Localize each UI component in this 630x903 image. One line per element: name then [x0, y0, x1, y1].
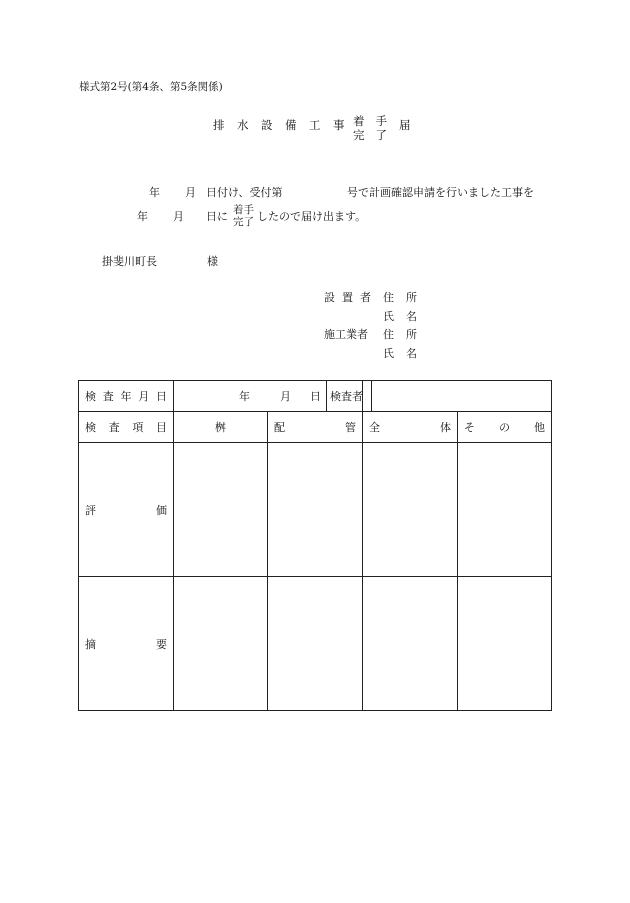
installer-label-char: 設 — [324, 291, 335, 304]
address-label-char: 所 — [406, 291, 417, 304]
year-label: 年 — [149, 186, 160, 199]
body-line-1-tail: 号で計画確認申請を行いました工事を — [347, 186, 534, 199]
title-char: 工 — [309, 118, 321, 132]
month-label: 月 — [173, 210, 184, 223]
title-stack-char: 完 — [353, 128, 365, 142]
column-header-catch-basin: 桝 — [174, 412, 268, 443]
title-suffix: 届 — [399, 118, 411, 132]
name-label-char: 氏 — [383, 347, 394, 360]
stack-start: 着手 — [233, 204, 254, 216]
day-receipt-text: 日付け、受付第 — [206, 186, 283, 199]
addressee-name: 掛斐川町長 — [102, 255, 157, 268]
evaluation-label-cell — [79, 443, 174, 577]
summary-other-cell[interactable] — [458, 577, 552, 711]
evaluation-label: 評 価 — [85, 503, 167, 517]
installer-label-char: 置 — [342, 291, 353, 304]
inspection-year-label: 年 — [239, 389, 250, 403]
evaluation-catch-basin-cell[interactable] — [174, 443, 268, 577]
column-header-overall: 全 体 — [363, 412, 458, 443]
installer-label-char: 者 — [360, 291, 371, 304]
inspection-month-label: 月 — [280, 389, 291, 403]
summary-row — [79, 577, 552, 711]
inspection-items-label: 検 査 項 目 — [85, 421, 167, 434]
stack-complete: 完了 — [233, 216, 254, 228]
body-line-2-tail: したので届け出ます。 — [257, 210, 367, 223]
contractor-label-char: 施 — [324, 328, 335, 341]
summary-overall-cell[interactable] — [363, 577, 458, 711]
title-char: 備 — [285, 118, 297, 132]
title-stack-char: 了 — [375, 128, 387, 142]
column-header-piping: 配 管 — [268, 412, 363, 443]
inspection-items-label-cell — [79, 412, 174, 443]
cell-divider — [326, 381, 327, 412]
address-label-char: 所 — [406, 328, 417, 341]
name-label-char: 氏 — [383, 310, 394, 323]
summary-label-cell — [79, 577, 174, 711]
inspection-date-label-cell — [79, 381, 174, 412]
month-label: 月 — [185, 186, 196, 199]
evaluation-overall-cell[interactable] — [363, 443, 458, 577]
contractor-label-char: 業 — [346, 328, 357, 341]
title-char: 排 — [213, 118, 225, 132]
name-label-char: 名 — [406, 347, 417, 360]
summary-label: 摘 要 — [85, 637, 167, 651]
evaluation-piping-cell[interactable] — [268, 443, 363, 577]
title-stack-char: 手 — [375, 114, 387, 128]
contractor-label-char: 工 — [335, 328, 346, 341]
evaluation-row — [79, 443, 552, 577]
column-header-other: そ の 他 — [458, 412, 552, 443]
contractor-label-char: 者 — [357, 328, 368, 341]
title-start-complete-stack — [353, 114, 387, 142]
day-ni-text: 日に — [206, 210, 228, 223]
inspection-date-value-cell[interactable] — [174, 381, 363, 412]
summary-piping-cell[interactable] — [268, 577, 363, 711]
address-label-char: 住 — [383, 291, 394, 304]
title-char: 水 — [237, 118, 249, 132]
evaluation-other-cell[interactable] — [458, 443, 552, 577]
inspection-date-label: 検 査 年 月 日 — [85, 390, 167, 403]
title-char: 設 — [261, 118, 273, 132]
inspection-date-row — [79, 381, 552, 412]
addressee-honorific: 様 — [207, 255, 218, 268]
name-label-char: 名 — [406, 310, 417, 323]
form-number: 様式第2号(第4条、第5条関係) — [79, 81, 223, 93]
inspection-table — [78, 380, 552, 711]
inspection-day-label: 日 — [310, 389, 321, 403]
title-stack-char: 着 — [353, 114, 365, 128]
address-label-char: 住 — [383, 328, 394, 341]
inspection-items-row — [79, 412, 552, 443]
summary-catch-basin-cell[interactable] — [174, 577, 268, 711]
cell-divider — [371, 381, 372, 412]
title-char: 事 — [333, 118, 345, 132]
start-complete-stack — [233, 204, 254, 228]
inspector-value-cell[interactable] — [363, 381, 552, 412]
year-label: 年 — [137, 210, 148, 223]
inspector-label: 検査者 — [330, 389, 363, 403]
